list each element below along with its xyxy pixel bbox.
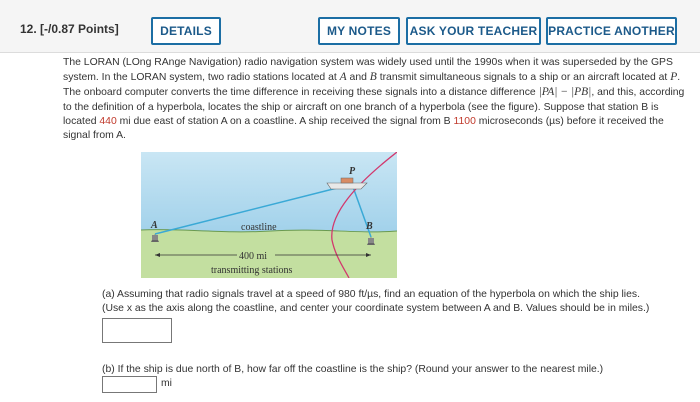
point-p-label: P xyxy=(349,166,356,177)
question-points: [-/0.87 Points] xyxy=(40,22,119,36)
distance-difference: |PA| − |PB| xyxy=(538,86,592,99)
answer-input-a[interactable] xyxy=(102,318,172,343)
microseconds-value: 1100 xyxy=(453,115,476,127)
details-button[interactable]: DETAILS xyxy=(151,17,221,45)
problem-statement: The LORAN (LOng RAnge Navigation) radio navigation system was widely used until the 1990s when it was superseded by the GPS system. In the LORAN system, two radio stations located at A and B transmit simultaneous signals to a ship or an aircraft located at P. The onboard computer converts the time difference in receiving these signals into a distance difference |PA| − |PB|, and this, according to the definition of a hyperbola, locates the ship or aircraft on one branch of a hyperbola (see the figure). Suppose that station B is located 440 mi due east of station A on a coastline. A ship received the signal from B 1100 microseconds (µs) before it received the signal from A. xyxy=(63,57,685,142)
station-a-icon xyxy=(151,234,159,242)
part-b-text: (b) If the ship is due north of B, how far off the coastline is the ship? (Round your answer to the nearest mile.) xyxy=(102,364,604,375)
ask-teacher-button[interactable]: ASK YOUR TEACHER xyxy=(406,17,541,45)
coastline-label: coastline xyxy=(241,222,277,233)
station-b-icon xyxy=(367,237,375,245)
question-number: 12. [-/0.87 Points] xyxy=(20,22,119,36)
loran-figure xyxy=(141,152,397,278)
station-a-label: A xyxy=(151,220,158,231)
practice-another-button[interactable]: PRACTICE ANOTHER xyxy=(546,17,677,45)
stations-label: transmitting stations xyxy=(211,265,293,276)
answer-input-b[interactable] xyxy=(102,376,157,393)
my-notes-button[interactable]: MY NOTES xyxy=(318,17,400,45)
miles-unit: mi xyxy=(161,378,172,389)
question-header xyxy=(0,0,700,53)
part-a-text: (a) Assuming that radio signals travel at a speed of 980 ft/µs, find an equation of the hyperbola on which the ship lies. (Use x as the axis along the coastline, and center your coordinate system between A and B. Values should be in miles.) xyxy=(102,289,650,314)
station-b-label: B xyxy=(366,221,373,232)
distance-value: 440 xyxy=(99,115,117,127)
distance-label: 400 mi xyxy=(239,251,268,262)
